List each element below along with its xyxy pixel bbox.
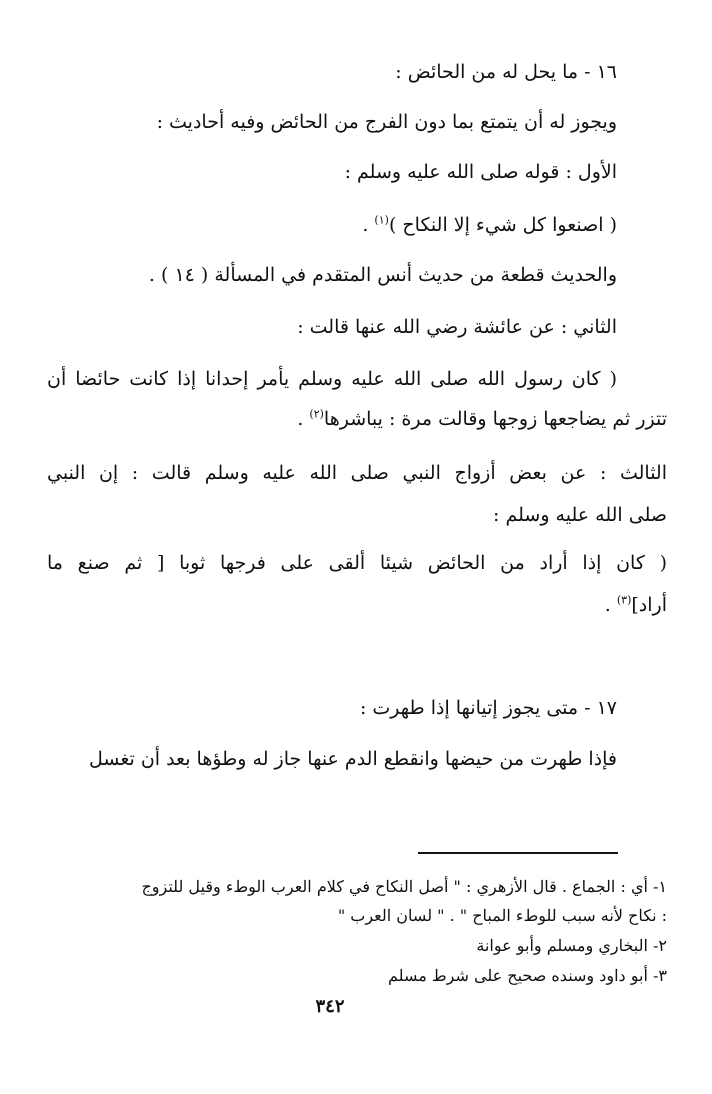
section-17-text: فإذا طهرت من حيضها وانقطع الدم عنها جاز له وطؤها بعد أن تغسل xyxy=(88,748,617,770)
third-hadith-quote-end: . xyxy=(604,594,617,616)
third-hadith-line-1: الثالث : عن بعض أزواج النبي صلى الله عليه وسلم قالت : إن النبي xyxy=(47,462,667,484)
footnote-3: ٣- أبو داود وسنده صحيح على شرط مسلم xyxy=(388,966,667,985)
third-hadith-quote-line-1: ( كان إذا أراد من الحائض شيئا ألقى على فرجها ثوبا [ ثم صنع ما xyxy=(47,552,667,574)
footnote-1-line-1: ١- أي : الجماع . قال الأزهري : " أصل النكاح في كلام العرب الوطء وقيل للتزوج xyxy=(141,877,667,896)
section-16-intro: ويجوز له أن يتمتع بما دون الفرج من الحائض وفيه أحاديث : xyxy=(156,111,617,133)
first-hadith-quote-text: ( اصنعوا كل شيء إلا النكاح ) xyxy=(388,214,617,236)
section-17-heading: ١٧ - متى يجوز إتيانها إذا طهرت : xyxy=(359,697,617,719)
second-hadith-label: الثاني : عن عائشة رضي الله عنها قالت : xyxy=(297,316,617,338)
second-hadith-quote-text: تتزر ثم يضاجعها زوجها وقالت مرة : يباشرها xyxy=(323,408,667,430)
third-hadith-line-2: صلى الله عليه وسلم : xyxy=(493,504,667,526)
first-hadith-quote xyxy=(362,210,617,240)
page-number: ٣٤٢ xyxy=(315,996,345,1017)
section-16-heading: ١٦ - ما يحل له من الحائض : xyxy=(395,61,617,83)
footnote-ref-1: (١) xyxy=(374,213,389,227)
third-hadith-quote-line-2 xyxy=(605,590,667,620)
first-hadith-quote-end: . xyxy=(362,214,375,236)
second-hadith-quote-line-2 xyxy=(297,404,667,434)
second-hadith-quote-end: . xyxy=(297,408,310,430)
footnote-ref-2: (٢) xyxy=(309,407,324,421)
third-hadith-quote-text: أراد] xyxy=(631,594,667,616)
footnote-ref-3: (٣) xyxy=(616,593,632,607)
second-hadith-quote-line-1: ( كان رسول الله صلى الله عليه وسلم يأمر إحدانا إذا كانت حائضا أن xyxy=(47,368,617,390)
footnote-1-line-2: : نكاح لأنه سبب للوطء المباح " . " لسان العرب " xyxy=(337,906,667,925)
first-hadith-label: الأول : قوله صلى الله عليه وسلم : xyxy=(344,161,617,183)
first-hadith-note: والحديث قطعة من حديث أنس المتقدم في المسألة ( ١٤ ) . xyxy=(148,264,617,286)
footnote-2: ٢- البخاري ومسلم وأبو عوانة xyxy=(476,936,667,955)
footnote-divider xyxy=(418,852,618,854)
